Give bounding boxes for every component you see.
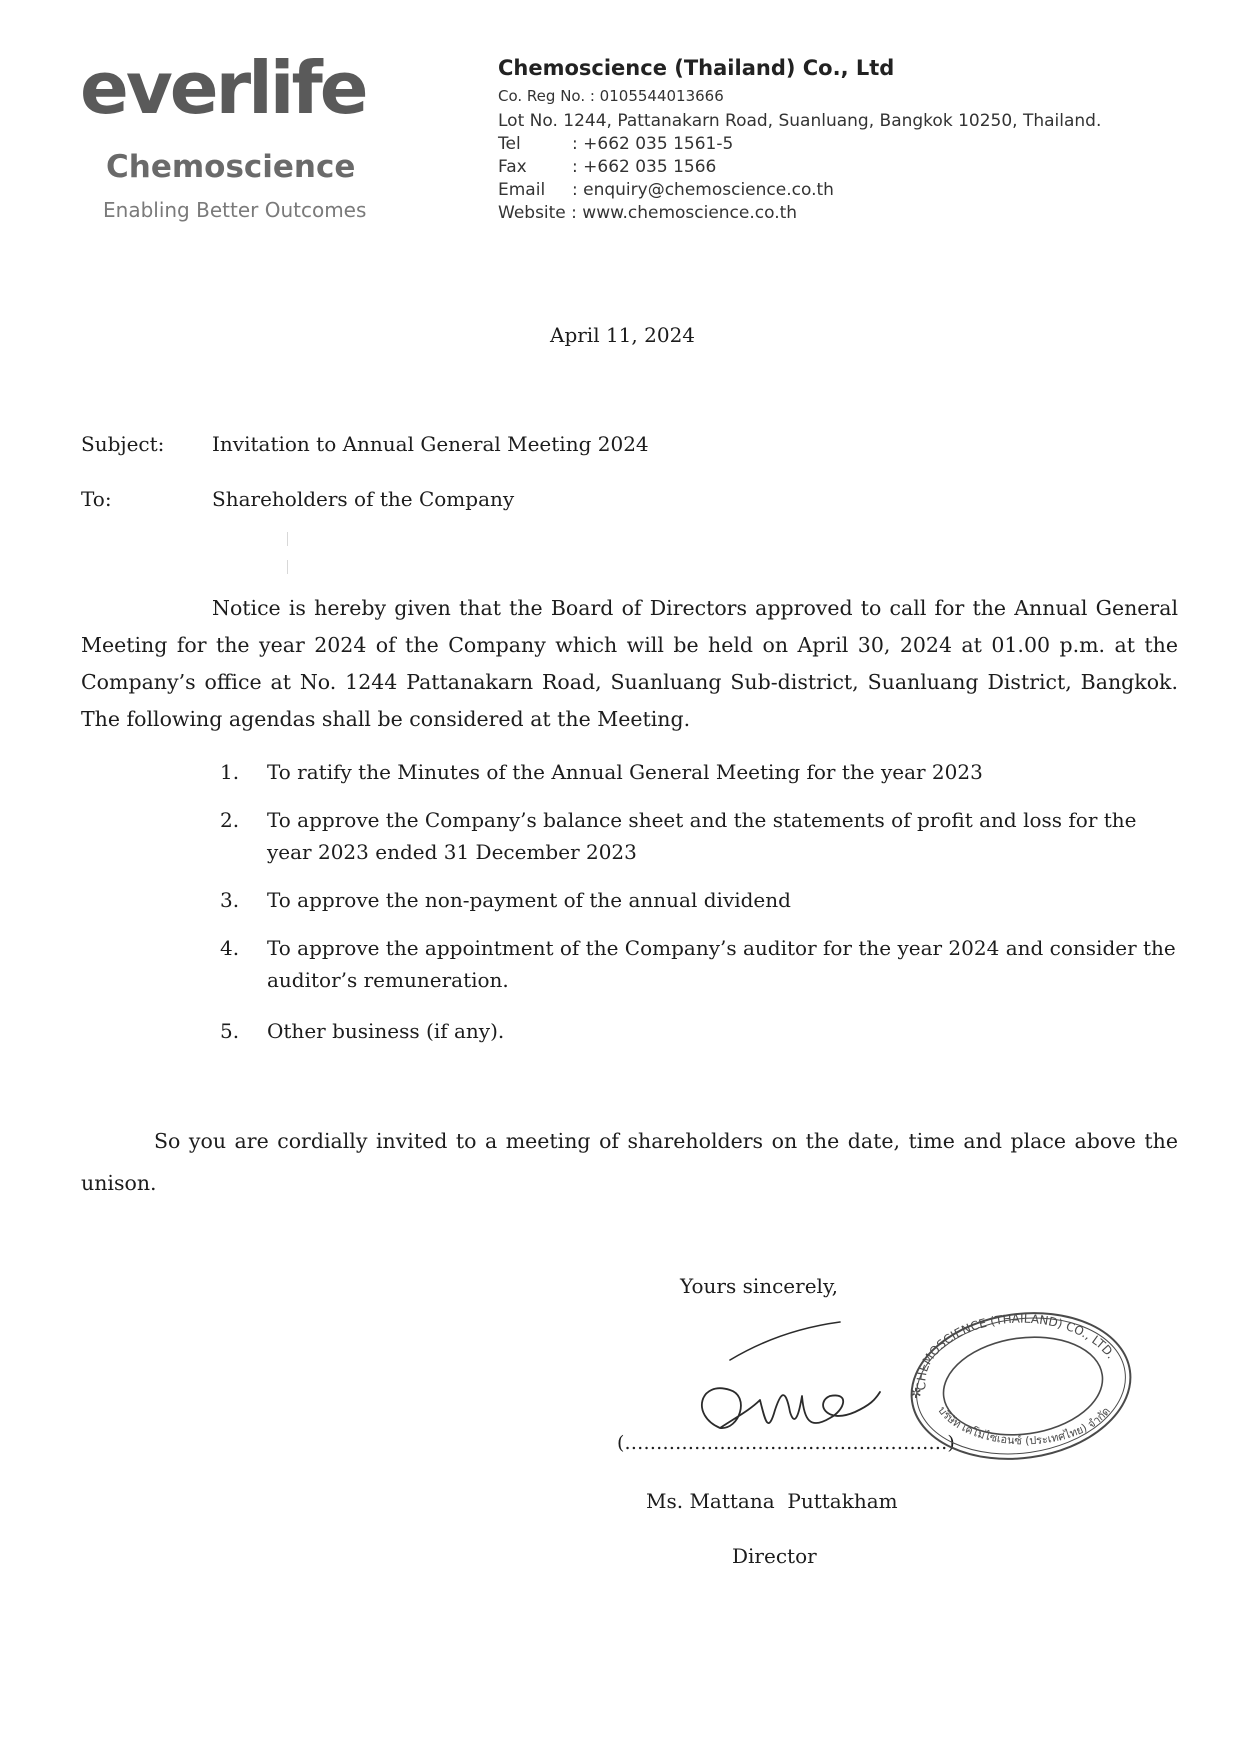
agenda-text: To approve the Company’s balance sheet and the statements of profit and loss for the year 2023 ended 31 December 2023 [267,808,1137,864]
closing-text: So you are cordially invited to a meeting of shareholders on the date, time and place above the unison. [81,1129,1178,1195]
seal-star-icon: ✲ [910,1386,922,1402]
fax-label: Fax [498,157,527,177]
agenda-number: 2. [220,808,240,832]
signer-name: Ms. Mattana Puttakham [646,1489,898,1513]
company-reg-no: Co. Reg No. : 0105544013666 [498,87,724,105]
sign-off: Yours sincerely, [680,1274,838,1298]
agenda-text: Other business (if any). [267,1019,505,1043]
agenda-text: To approve the appointment of the Company’s auditor for the year 2024 and consider the auditor’s remuneration. [267,936,1176,992]
closing-paragraph [81,1120,1178,1204]
company-logo: everlife [80,46,366,130]
company-email [498,182,834,199]
company-name: Chemoscience (Thailand) Co., Ltd [498,56,895,80]
letter-date: April 11, 2024 [550,323,696,347]
agenda-number: 1. [220,760,240,784]
scan-mark [287,560,288,574]
scan-mark [287,532,288,546]
company-website: Website : www.chemoscience.co.th [498,203,798,223]
to-value: Shareholders of the Company [212,487,515,511]
company-tel [498,136,733,153]
subject-label: Subject: [81,432,165,456]
company-address: Lot No. 1244, Pattanakarn Road, Suanluang, Bangkok 10250, Thailand. [498,111,1102,131]
agenda-text: To approve the non-payment of the annual dividend [267,888,791,912]
logo-subtitle: Chemoscience [106,149,356,185]
handwritten-signature [680,1300,900,1450]
to-label: To: [81,487,112,511]
tel-label: Tel [498,134,521,154]
email-label: Email [498,180,546,200]
company-fax [498,159,716,176]
agenda-text: To ratify the Minutes of the Annual General Meeting for the year 2023 [267,760,983,784]
signature-line: (……………………………………………) [617,1432,955,1454]
subject-value: Invitation to Annual General Meeting 2024 [212,432,649,456]
notice-paragraph [81,590,1178,738]
company-seal [898,1298,1140,1468]
agenda-number: 5. [220,1019,240,1043]
fax-value: : +662 035 1566 [572,157,717,177]
logo-tagline: Enabling Better Outcomes [103,198,367,222]
agenda-number: 3. [220,888,240,912]
notice-text: Notice is hereby given that the Board of Directors approved to call for the Annual General Meeting for the year 2024 of the Company which will be held on April 30, 2024 at 01.00 p.m. at the Company’s office at No. 1244 Pattanakarn Road, Suanluang Sub-district, Suanluang District, Bangkok. The following agendas shall be considered at the Meeting. [81,596,1178,731]
tel-value: : +662 035 1561-5 [572,134,734,154]
seal-bottom-text: บริษัท เคโมไซเอนซ์ (ประเทศไทย) จำกัด [935,1403,1113,1448]
email-value: : enquiry@chemoscience.co.th [572,180,834,200]
agenda-number: 4. [220,936,240,960]
seal-top-text: CHEMOSCIENCE (THAILAND) CO., LTD. [914,1311,1119,1391]
signer-title: Director [732,1544,817,1568]
